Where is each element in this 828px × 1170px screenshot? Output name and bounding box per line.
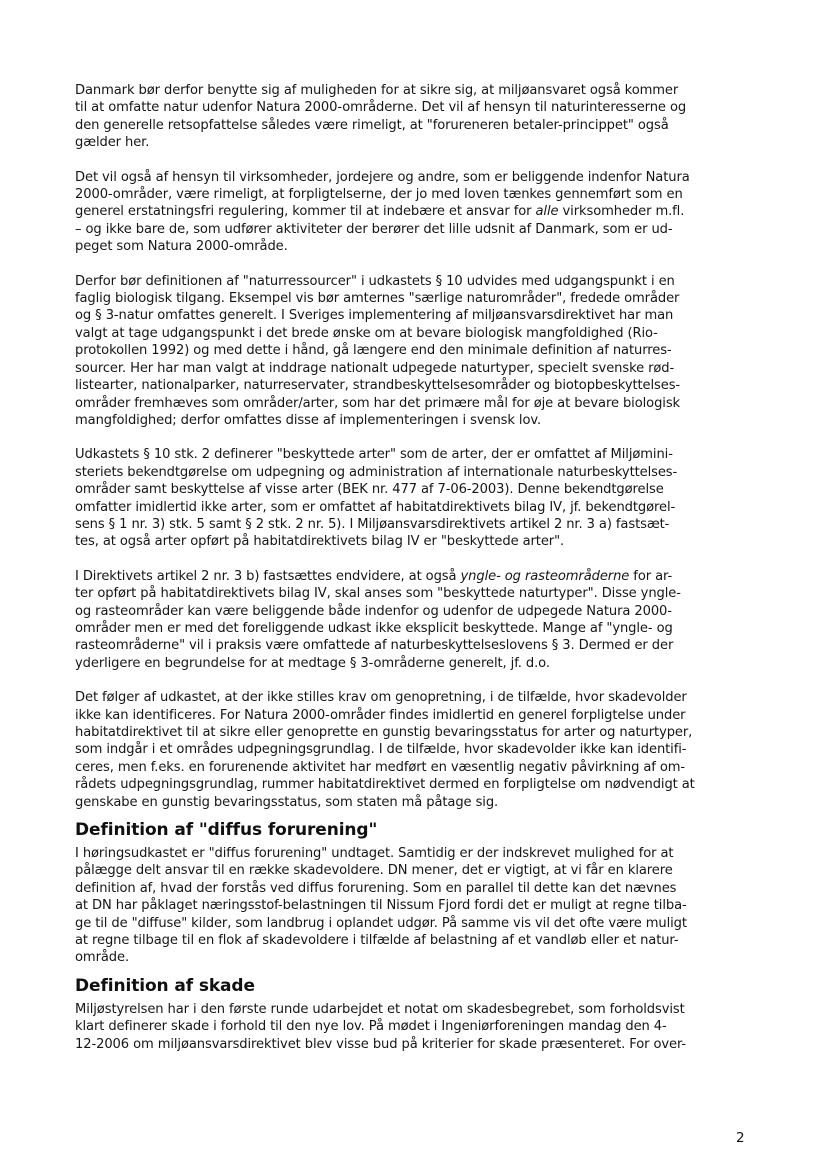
text-line bbox=[75, 533, 750, 550]
line-text: definition af, hvad der forstås ved diffus forurening. Som en parallel til dette kan det nævnes bbox=[75, 880, 677, 896]
line-text: mangfoldighed; derfor omfattes disse af implementeringen i svensk lov. bbox=[75, 412, 542, 428]
text-line bbox=[75, 203, 750, 220]
text-line bbox=[75, 307, 750, 324]
text-line bbox=[75, 932, 750, 949]
line-text: listearter, nationalparker, naturreservater, strandbeskyttelsesområder og biotopbeskyttelses- bbox=[75, 378, 681, 394]
text-line bbox=[75, 99, 750, 116]
line-text: områder samt beskyttelse af visse arter (BEK nr. 477 af 7-06-2003). Denne bekendtgørelse bbox=[75, 482, 664, 498]
text-line bbox=[75, 880, 750, 897]
line-text: ter opført på habitatdirektivets bilag IV, skal anses som "beskyttede naturtyper". Disse yngle- bbox=[75, 586, 681, 602]
line-text: habitatdirektivet til at sikre eller genoprette en gunstig bevaringsstatus for arter og naturtyper, bbox=[75, 725, 693, 740]
text-line bbox=[75, 949, 750, 966]
line-text: og rasteområder kan være beliggende både indenfor og udenfor de udpegede Natura 2000- bbox=[75, 603, 672, 619]
line-text: at regne tilbage til en flok af skadevoldere i tilfælde af belastning af et vandløb eller et natur- bbox=[75, 933, 679, 949]
paragraph bbox=[75, 169, 750, 256]
line-text: ikke kan identificeres. For Natura 2000-områder findes imidlertid en generel forpligtelse under bbox=[75, 707, 686, 723]
text-line bbox=[75, 273, 750, 290]
text-line bbox=[75, 516, 750, 533]
line-text: Det vil også af hensyn til virksomheder, jordejere og andre, som er beliggende indenfor Natura bbox=[75, 169, 690, 185]
text-line bbox=[75, 446, 750, 463]
text-line bbox=[75, 620, 750, 637]
line-text: til at omfatte natur udenfor Natura 2000-områderne. Det vil af hensyn til naturinteresserne og bbox=[75, 100, 687, 116]
text-line bbox=[75, 707, 750, 724]
line-text: genskabe en gunstig bevaringsstatus, som staten må påtage sig. bbox=[75, 794, 499, 810]
line-text: Det følger af udkastet, at der ikke stilles krav om genopretning, i de tilfælde, hvor skadevolder bbox=[75, 690, 687, 706]
text-line bbox=[75, 862, 750, 879]
text-line bbox=[75, 134, 750, 151]
line-text: faglig biologisk tilgang. Eksempel vis bør amternes "særlige naturområder", fredede områder bbox=[75, 291, 680, 307]
text-line bbox=[75, 759, 750, 776]
line-text: rådets udpegningsgrundlag, rummer habitatdirektivet dermed en forpligtelse om nødvendigt at bbox=[75, 777, 695, 793]
text-line bbox=[75, 82, 750, 99]
line-text: valgt at tage udgangspunkt i det brede ønske om at bevare biologisk mangfoldighed (Rio- bbox=[75, 325, 658, 341]
paragraph bbox=[75, 273, 750, 430]
line-text: generel erstatningsfri regulering, kommer til at indebære et ansvar for bbox=[75, 204, 536, 220]
paragraph bbox=[75, 845, 750, 967]
line-text: steriets bekendtgørelse om udpegning og administration af internationale naturbeskyttelses- bbox=[75, 464, 678, 480]
text-line bbox=[75, 360, 750, 377]
line-text: og § 3-natur omfattes generelt. I Sveriges implementering af miljøansvarsdirektivet har man bbox=[75, 308, 674, 324]
text-line bbox=[75, 915, 750, 932]
text-line bbox=[75, 481, 750, 498]
emphasis-text: yngle- og rasteområderne bbox=[460, 568, 630, 584]
line-text: Derfor bør definitionen af "naturressourcer" i udkastets § 10 udvides med udgangspunkt i en bbox=[75, 273, 675, 289]
paragraph bbox=[75, 1001, 750, 1053]
paragraph bbox=[75, 568, 750, 672]
text-line bbox=[75, 585, 750, 602]
line-text: I Direktivets artikel 2 nr. 3 b) fastsættes endvidere, at også bbox=[75, 568, 461, 584]
line-text: rasteområderne" vil i praksis være omfattede af naturbeskyttelseslovens § 3. Dermed er der bbox=[75, 638, 674, 654]
line-text: 12-2006 om miljøansvarsdirektivet blev visse bud på kriterier for skade præsenteret. For over- bbox=[75, 1036, 687, 1052]
line-text: for ar- bbox=[629, 568, 673, 584]
line-text: peget som Natura 2000-område. bbox=[75, 239, 288, 255]
text-line bbox=[75, 655, 750, 672]
line-text: sourcer. Her har man valgt at inddrage nationalt udpegede naturtyper, specielt svenske rød- bbox=[75, 360, 675, 376]
line-text: sens § 1 nr. 3) stk. 5 samt § 2 stk. 2 nr. 5). I Miljøansvarsdirektivets artikel 2 nr. 3 a) fastsæt- bbox=[75, 516, 670, 532]
text-line bbox=[75, 568, 750, 585]
line-text: 2000-områder, være rimeligt, at forpligtelserne, der jo med loven tænkes gennemført som en bbox=[75, 187, 683, 203]
paragraph bbox=[75, 446, 750, 550]
line-text: Udkastets § 10 stk. 2 definerer "beskyttede arter" som de arter, der er omfattet af Miljømini- bbox=[75, 447, 673, 463]
document-body bbox=[75, 82, 750, 1070]
text-line bbox=[75, 845, 750, 862]
text-line bbox=[75, 603, 750, 620]
line-text: gælder her. bbox=[75, 135, 150, 151]
line-text: Miljøstyrelsen har i den første runde udarbejdet et notat om skadesbegrebet, som forholdsvist bbox=[75, 1001, 685, 1017]
text-line bbox=[75, 741, 750, 758]
line-text: protokollen 1992) og med dette i hånd, gå længere end den minimale definition af naturres- bbox=[75, 343, 672, 359]
text-line bbox=[75, 1036, 750, 1053]
line-text: – og ikke bare de, som udfører aktiviteter der berører det lille udsnit af Danmark, som er ud- bbox=[75, 221, 673, 237]
page-number: 2 bbox=[736, 1130, 745, 1146]
line-text: ceres, men f.eks. en forurenende aktivitet har medført en væsentlig negativ påvirkning af om- bbox=[75, 759, 686, 775]
line-text: Danmark bør derfor benytte sig af muligheden for at sikre sig, at miljøansvaret også kommer bbox=[75, 83, 679, 98]
line-text: områder fremhæves som områder/arter, som har det primære mål for øje at bevare biologisk bbox=[75, 395, 681, 411]
text-line bbox=[75, 169, 750, 186]
text-line bbox=[75, 238, 750, 255]
line-text: ge til de "diffuse" kilder, som landbrug i oplandet udgør. På samme vis vil det ofte være muligt bbox=[75, 915, 687, 931]
paragraph bbox=[75, 82, 750, 152]
text-line bbox=[75, 186, 750, 203]
section-heading: Definition af "diffus forurening" bbox=[75, 820, 378, 841]
emphasis-text: alle bbox=[535, 204, 559, 220]
line-text: omfatter imidlertid ikke arter, som er omfattet af habitatdirektivets bilag IV, jf. bekendtgørel- bbox=[75, 499, 676, 515]
text-line bbox=[75, 412, 750, 429]
line-text: klart definerer skade i forhold til den nye lov. På mødet i Ingeniørforeningen mandag den 4- bbox=[75, 1019, 667, 1035]
text-line bbox=[75, 776, 750, 793]
paragraph bbox=[75, 689, 750, 811]
section-heading: Definition af skade bbox=[75, 975, 255, 996]
text-line bbox=[75, 464, 750, 481]
text-line bbox=[75, 724, 750, 741]
line-text: områder men er med det foreliggende udkast ikke eksplicit beskyttede. Mange af "yngle- og bbox=[75, 620, 673, 636]
text-line bbox=[75, 689, 750, 706]
text-line bbox=[75, 342, 750, 359]
text-line bbox=[75, 395, 750, 412]
text-line bbox=[75, 325, 750, 342]
line-text: den generelle retsopfattelse således være rimeligt, at "forureneren betaler-princippet" også bbox=[75, 117, 669, 133]
text-line bbox=[75, 221, 750, 238]
text-line bbox=[75, 1001, 750, 1018]
text-line bbox=[75, 897, 750, 914]
line-text: virksomheder m.fl. bbox=[558, 204, 685, 220]
text-line bbox=[75, 794, 750, 811]
line-text: at DN har påklaget næringsstof-belastningen til Nissum Fjord fordi det er muligt at regne tilba- bbox=[75, 898, 687, 914]
text-line bbox=[75, 1018, 750, 1035]
text-line bbox=[75, 499, 750, 516]
text-line bbox=[75, 377, 750, 394]
line-text: som indgår i et områdes udpegningsgrundlag. I de tilfælde, hvor skadevolder ikke kan identifi- bbox=[75, 742, 687, 758]
line-text: område. bbox=[75, 950, 130, 966]
line-text: tes, at også arter opført på habitatdirektivets bilag IV er "beskyttede arter". bbox=[75, 534, 565, 550]
line-text: yderligere en begrundelse for at medtage § 3-områderne generelt, jf. d.o. bbox=[75, 655, 550, 671]
line-text: I høringsudkastet er "diffus forurening" undtaget. Samtidig er der indskrevet mulighed for at bbox=[75, 846, 674, 862]
line-text: pålægge delt ansvar til en række skadevoldere. DN mener, det er vigtigt, at vi får en klarere bbox=[75, 863, 673, 879]
text-line bbox=[75, 290, 750, 307]
text-line bbox=[75, 637, 750, 654]
text-line bbox=[75, 117, 750, 134]
